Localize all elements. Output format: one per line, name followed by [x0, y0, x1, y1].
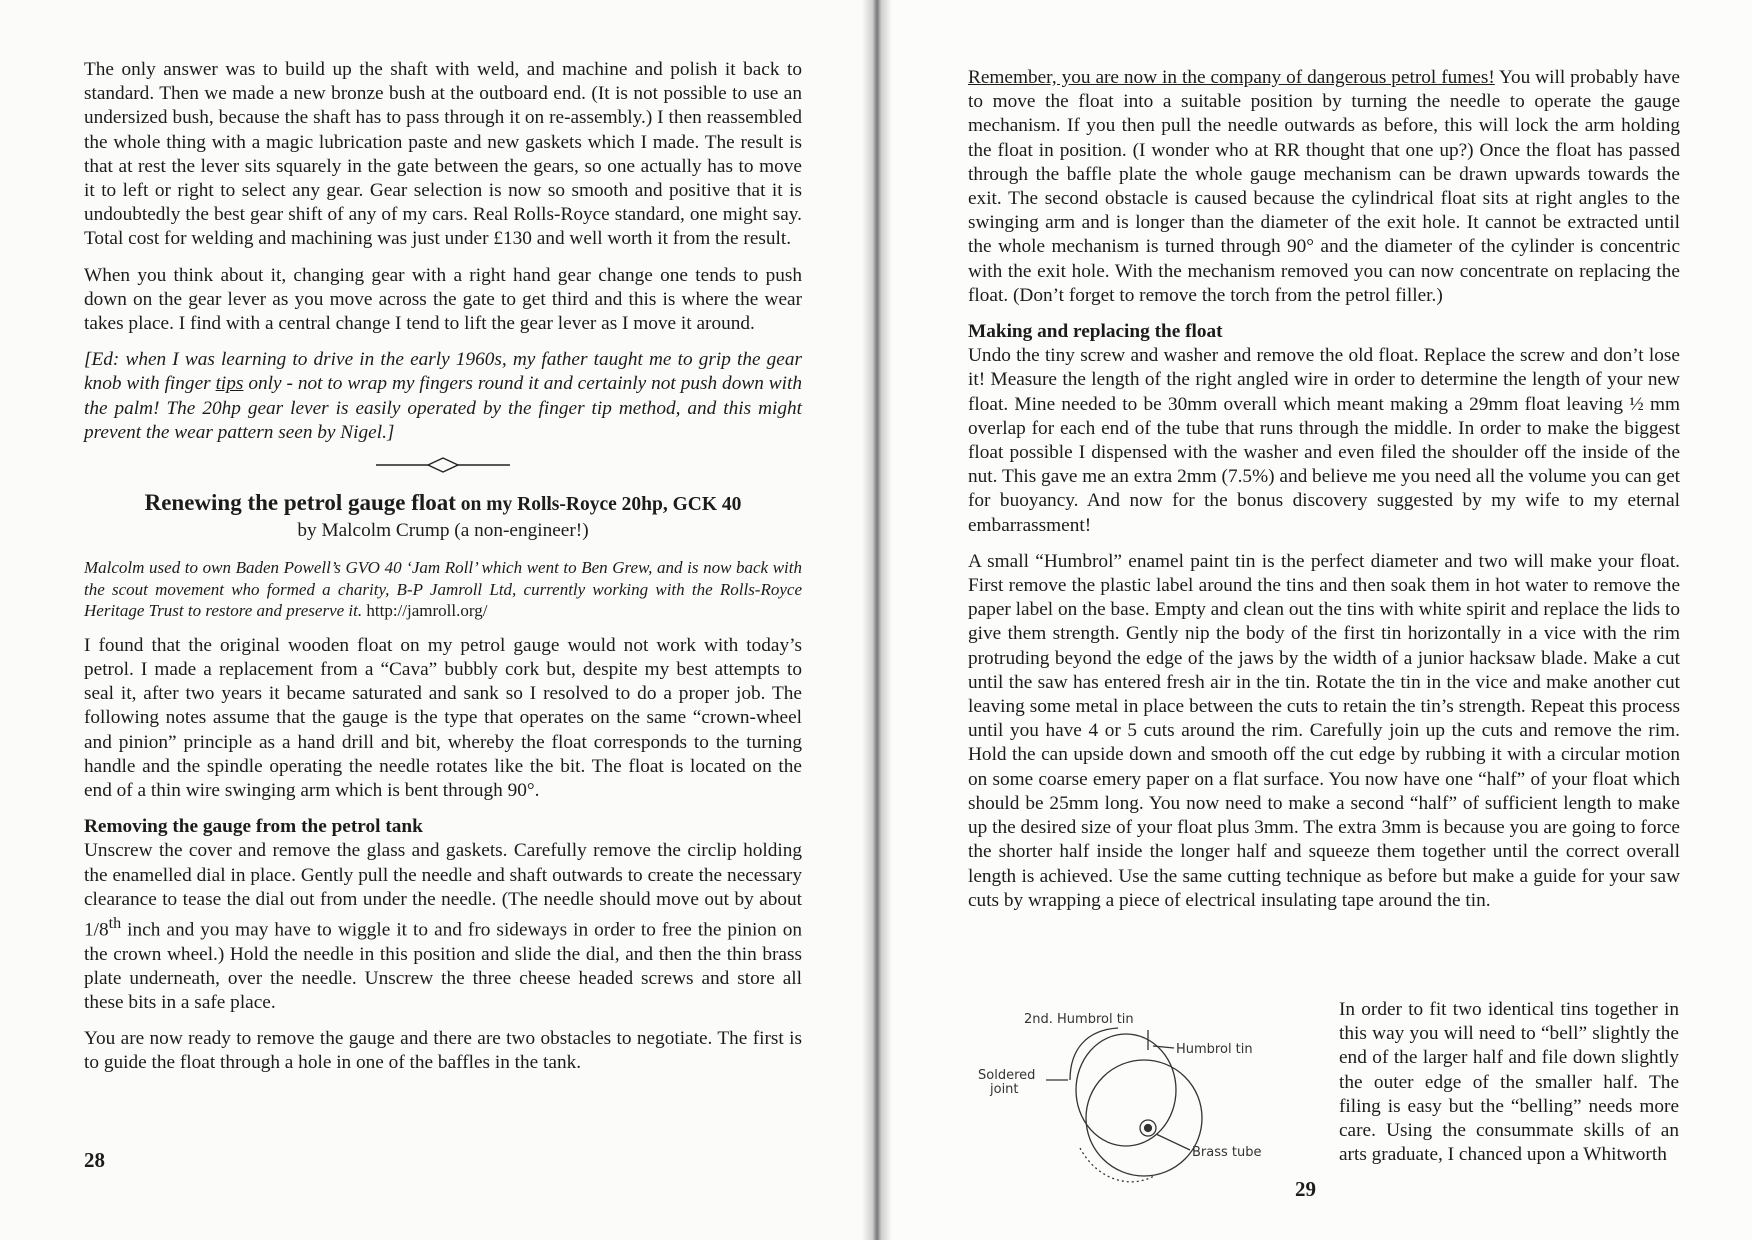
byline: by Malcolm Crump (a non-engineer!)	[297, 520, 589, 542]
section-heading: Making and replacing the float	[968, 321, 1223, 343]
editor-note-part: only - not to wrap my fingers round it and certainly not push down with the palm! The 20hp gear lever is easily operated by the finger tip method, and this might prevent the wear pattern seen by Nigel.]	[84, 373, 802, 443]
page-number-right: 29	[1295, 1177, 1316, 1201]
label-soldered: Soldered	[978, 1068, 1036, 1083]
paragraph-part: You will probably have to move the float into a suitable position by turning the needle to operate the gauge mechanism. If you then pull the needle outwards as before, this will lock the arm holding the float in position. (I wonder who at RR thought that one up?) Once the float has passed through the baffle plate the whole gauge mechanism can be drawn upwards towards the exit. The second obstacle is caused because the cylindrical float sits at right angles to the swinging arm and is longer than the diameter of the exit hole. It cannot be extracted until the whole mechanism is turned through 90° and the diameter of the cylinder is concentric with the exit hole. With the mechanism removed you can now concentrate on replacing the float. (Don’t forget to remove the torch from the petrol filler.)	[968, 67, 1680, 306]
paragraph: In order to fit two identical tins together in this way you will need to “bell” slightly the end of the larger half and file down slightly the outer edge of the smaller half. The filing is easy but the “belling” needs more care. Using the consummate skills of an arts graduate, I chanced upon a Whitworth	[1339, 999, 1679, 1166]
paragraph: A small “Humbrol” enamel paint tin is the perfect diameter and two will make your float. First remove the plastic label around the tins and then soak them in hot water to remove the paper label on the base. Empty and clean out the tins with white spirit and replace the lids to give them strength. Gently nip the body of the first tin horizontally in a vice with the rim protruding beyond the edge of the jaws by the width of a junior hacksaw blade. Make a cut until the saw has entered fresh air in the tin. Rotate the tin in the vice and make another cut leaving some metal in place between the cuts to retain the tin’s strength. Repeat this process until you have 4 or 5 cuts around the rim. Carefully join up the cuts and remove the rim. Hold the can upside down and smooth off the cut edge by rubbing it with a circular motion on some coarse emery paper on a flat surface. You now have one “half” of your float which should be 25mm long. You now need to make a second “half” of sufficient length to make up the desired size of your float plus 3mm. The extra 3mm is because you are going to force the shorter half inside the longer half and squeeze them together until the correct overall length is achieved. Use the same cutting technique as before but make a guide for your saw cuts by wrapping a piece of electrical insulating tape around the tin.	[968, 550, 1680, 911]
paragraph	[968, 66, 1680, 308]
paragraph: You are now ready to remove the gauge and there are two obstacles to negotiate. The first is to guide the float through a hole in one of the baffles in the tank.	[84, 1028, 802, 1074]
section-divider	[376, 457, 510, 473]
page-number-left: 28	[84, 1148, 105, 1172]
paragraph: Undo the tiny screw and washer and remove the old float. Replace the screw and don’t lose it! Measure the length of the right angled wire in order to determine the length of your new float. Mine needed to be 30mm overall which meant making a 29mm float leaving ½ mm overlap for each end of the tube that runs through the middle. In order to make the biggest float possible I dispensed with the washer and even filed the shoulder off the inside of the nut. This gave me an extra 2mm (7.5%) and believe me you need all the volume you can get for buoyancy. And now for the bonus discovery suggested by my wife to my eternal embarrassment!	[968, 345, 1680, 536]
intro-url: http://jamroll.org/	[366, 601, 488, 621]
editor-note-part: [Ed: when I was learning to drive in the early 1960s, my father taught me to grip the gear knob with finger	[84, 349, 802, 395]
label-2nd-humbrol-tin: 2nd. Humbrol tin	[1024, 1012, 1134, 1027]
article-title-main: Renewing the petrol gauge float	[144, 490, 456, 516]
superscript: th	[108, 914, 122, 932]
front-tin	[1086, 1060, 1202, 1176]
intro-text: Malcolm used to own Baden Powell’s GVO 40 ‘Jam Roll’ which went to Ben Grew, and is now back with the scout movement who formed a charity, B-P Jamroll Ltd, currently working with the Rolls-Royce Heritage Trust to restore and preserve it.	[84, 558, 802, 621]
section-heading: Removing the gauge from the petrol tank	[84, 816, 423, 838]
paragraph: I found that the original wooden float on my petrol gauge would not work with today’s petrol. I made a replacement from a “Cava” bubbly cork but, despite my best attempts to seal it, after two years it became saturated and sank so I resolved to do a proper job. The following notes assume that the gauge is the type that operates on the same “crown-wheel and pinion” principle as a hand drill and bit, whereby the float corresponds to the turning handle and the spindle operating the needle rotates like the bit. The float is located on the end of a thin wire swinging arm which is bent through 90°.	[84, 634, 802, 801]
label-joint: joint	[990, 1082, 1019, 1097]
editor-note	[84, 348, 802, 445]
right-page-tail-text	[1339, 998, 1679, 1167]
float-diagram	[978, 1000, 1288, 1188]
warning-underlined: Remember, you are now in the company of dangerous petrol fumes!	[968, 67, 1495, 88]
article-intro	[84, 557, 802, 622]
article-title	[84, 489, 802, 519]
paragraph	[84, 839, 802, 1015]
paragraph-part: Unscrew the cover and remove the glass and gaskets. Carefully remove the circlip holding the enamelled dial in place. Gently pull the needle and shaft outwards to create the necessary clearance to tease the dial out from under the needle. (The needle should move out by about 1/8	[84, 840, 802, 941]
book-spine	[862, 0, 892, 1240]
paragraph: The only answer was to build up the shaft with weld, and machine and polish it back to standard. Then we made a new bronze bush at the outboard end. (It is not possible to use an undersized bush, because the shaft has to pass through it on re-assembly.) I then reassembled the whole thing with a magic lubrication paste and new gaskets which I made. The result is that at rest the lever sits squarely in the gate between the gears, so one actually has to move it to left or right to select any gear. Gear selection is now so smooth and positive that it is undoubtedly the best gear shift of any of my cars. Real Rolls-Royce standard, one might say. Total cost for welding and machining was just under £130 and well worth it from the result.	[84, 59, 802, 250]
paragraph: When you think about it, changing gear with a right hand gear change one tends to push down on the gear lever as you move across the gate to get third and this is where the wear takes place. I find with a central change I tend to lift the gear lever as I move it around.	[84, 264, 802, 335]
paragraph-part: inch and you may have to wiggle it to and fro sideways in order to free the pinion on the crown wheel.) Hold the needle in this position and slide the dial, and then the thin brass plate underneath, over the needle. Unscrew the three cheese headed screws and store all these bits in a safe place.	[84, 919, 802, 1014]
label-brass-tube: Brass tube	[1192, 1145, 1262, 1160]
editor-note-underlined: tips	[215, 373, 244, 395]
right-page-text	[968, 66, 1680, 925]
back-tin-rim	[1076, 1034, 1176, 1146]
left-page-text	[84, 58, 802, 1088]
label-humbrol-tin: Humbrol tin	[1176, 1042, 1253, 1057]
article-title-sub: on my Rolls-Royce 20hp, GCK 40	[455, 494, 742, 516]
tin-shadow	[1080, 1148, 1154, 1182]
